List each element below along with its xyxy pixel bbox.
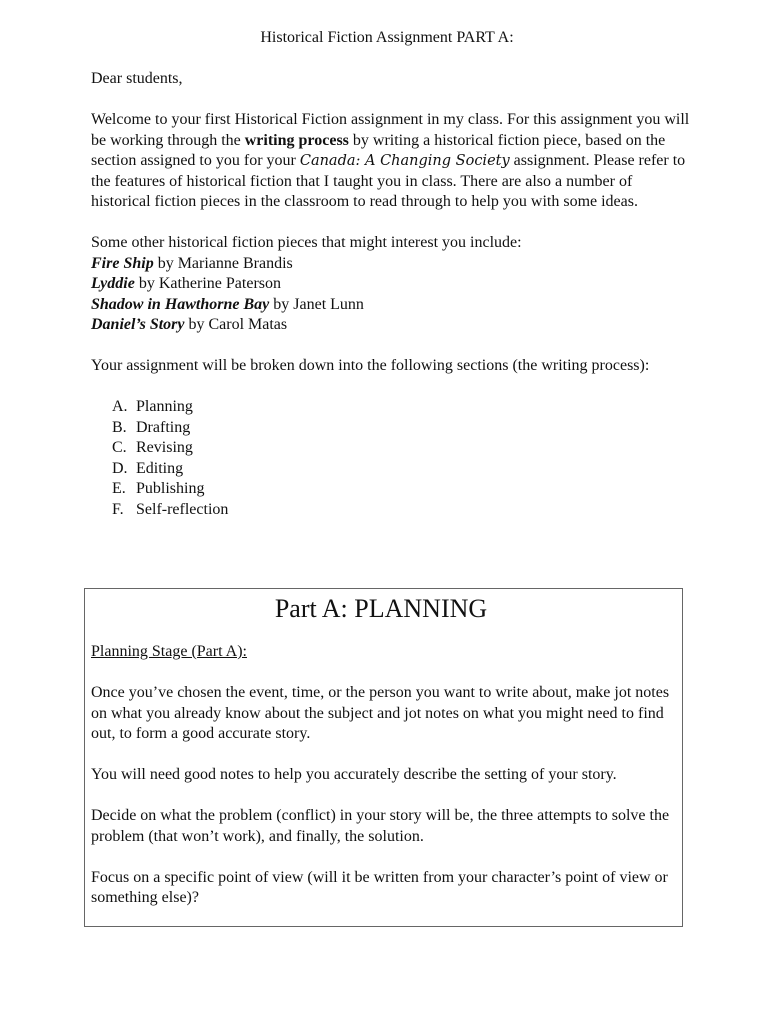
step-label: Self-reflection xyxy=(136,500,229,518)
intro-text-1: Welcome to your first Historical Fiction assignment in my class. For this assignment you will be working through the xyxy=(91,111,690,149)
step-letter: D. xyxy=(112,459,128,477)
step-label: Editing xyxy=(136,459,184,477)
step-letter: E. xyxy=(112,480,126,497)
spacer xyxy=(91,377,691,398)
spacer xyxy=(91,213,691,234)
step-label: Drafting xyxy=(136,418,191,436)
intro-text-3: assignment. Please refer to the features of historical fiction that I taught you in class. There are also a number of historical fiction pieces in the classroom to read through to help you with some ideas. xyxy=(91,152,686,210)
planning-paragraph: You will need good notes to help you accurately describe the setting of your story. xyxy=(91,766,617,783)
step-letter: C. xyxy=(112,439,127,456)
book-title: Lyddie xyxy=(91,275,135,292)
process-steps-list xyxy=(91,397,691,520)
spacer xyxy=(91,663,671,684)
step-letter: B. xyxy=(112,418,127,436)
list-item xyxy=(112,500,691,521)
book-author: by Carol Matas xyxy=(184,316,288,333)
spacer xyxy=(91,745,671,766)
books-intro: Some other historical fiction pieces that might interest you include: xyxy=(91,234,522,251)
planning-paragraph: Focus on a specific point of view (will it be written from your character’s point of view or something else)? xyxy=(91,868,668,906)
planning-heading: Part A: PLANNING xyxy=(274,594,488,623)
book-item xyxy=(91,315,691,336)
planning-paragraph: Once you’ve chosen the event, time, or the person you want to write about, make jot notes on what you already know about the subject and jot notes on what you might need to find out, to form a good accurate story. xyxy=(91,684,670,742)
planning-subheading: Planning Stage (Part A): xyxy=(91,643,247,660)
book-item xyxy=(91,254,691,275)
list-item xyxy=(112,438,691,459)
planning-box xyxy=(84,588,683,927)
list-item xyxy=(112,397,691,418)
spacer xyxy=(91,786,671,807)
intro-text-2: by writing a historical fiction piece, based on the section assigned to you for your xyxy=(91,131,666,169)
planning-paragraph: Decide on what the problem (conflict) in your story will be, the three attempts to solve the problem (that won’t work), and finally, the solution. xyxy=(91,807,670,845)
spacer xyxy=(91,90,691,111)
spacer xyxy=(91,49,691,70)
book-author: by Katherine Paterson xyxy=(134,275,282,292)
book-author: by Marianne Brandis xyxy=(153,254,293,272)
document-body xyxy=(91,28,691,520)
step-label: Revising xyxy=(136,439,193,456)
intro-italic-course-title: Canada: A Changing Society xyxy=(299,153,510,169)
book-title: Fire Ship xyxy=(91,254,154,272)
spacer xyxy=(91,847,671,868)
list-item xyxy=(112,459,691,480)
intro-bold-writing-process: writing process xyxy=(244,131,349,149)
intro-paragraph xyxy=(91,110,691,213)
book-title: Daniel’s Story xyxy=(91,316,185,333)
book-item xyxy=(91,274,691,295)
step-label: Publishing xyxy=(136,480,205,497)
spacer xyxy=(91,336,691,357)
list-item xyxy=(112,418,691,439)
step-letter: A. xyxy=(112,398,128,415)
sections-intro: Your assignment will be broken down into the following sections (the writing process): xyxy=(91,357,650,374)
step-label: Planning xyxy=(136,398,193,415)
book-author: by Janet Lunn xyxy=(269,295,364,313)
document-title: Historical Fiction Assignment PART A: xyxy=(260,29,514,46)
list-item xyxy=(112,479,691,500)
salutation: Dear students, xyxy=(91,70,183,87)
spacer xyxy=(91,627,671,642)
book-item xyxy=(91,295,691,316)
book-title: Shadow in Hawthorne Bay xyxy=(91,295,270,313)
planning-box-content xyxy=(91,589,671,909)
step-letter: F. xyxy=(112,500,124,518)
